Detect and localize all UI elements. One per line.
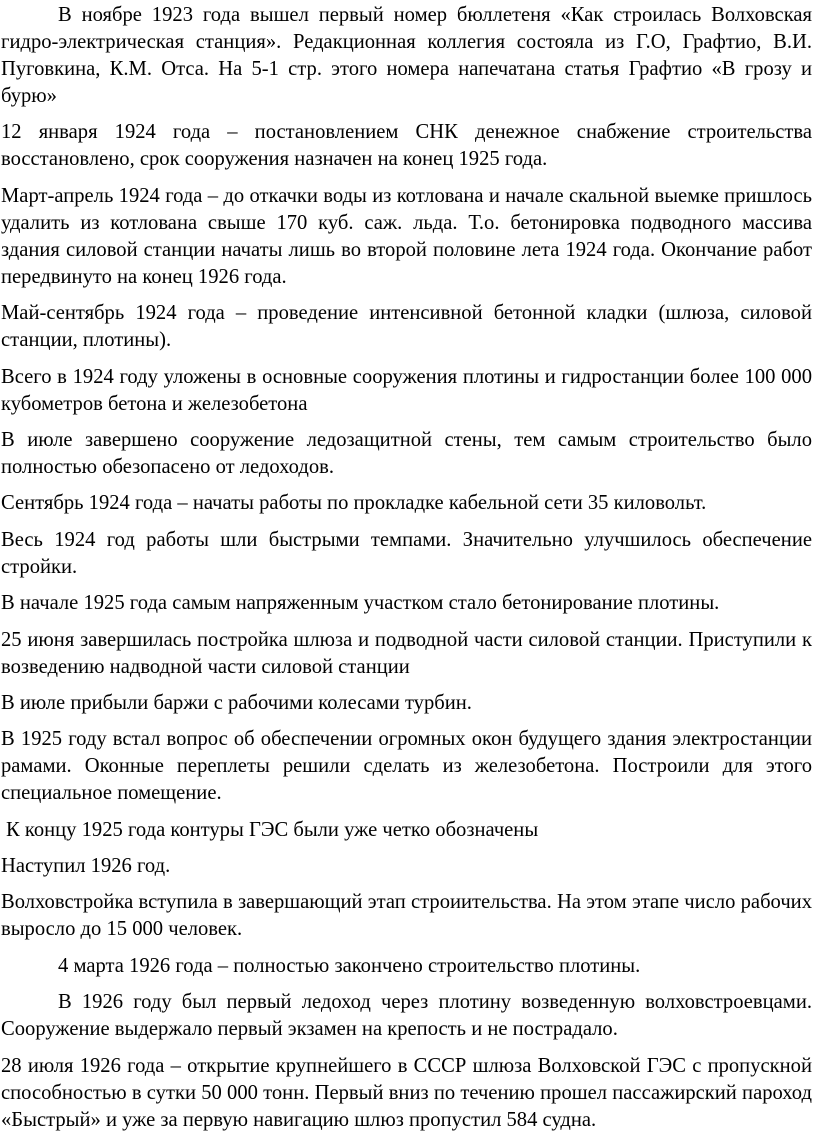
paragraph-whole-1924: Весь 1924 год работы шли быстрыми темпами. Значительно улучшилось обеспечение стройки. — [1, 528, 812, 578]
paragraph-ice-wall: В июле завершено сооружение ледозащитной стены, тем самым строительство было полностью обезопасено от ледоходов. — [1, 428, 812, 478]
paragraph-mar-1926-dam: 4 марта 1926 года – полностью закончено строительство плотины. — [58, 954, 641, 977]
paragraph-final-stage: Волховстройка вступила в завершающий этап строиительства. На этом этапе число рабочих выросло до 15 000 человек. — [1, 891, 812, 941]
paragraph-july-barges: В июле прибыли баржи с рабочими колесами турбин. — [1, 691, 472, 714]
paragraph-end-1925: К концу 1925 года контуры ГЭС были уже четко обозначены — [6, 818, 539, 841]
paragraph-may-sep-1924: Май-сентябрь 1924 года – проведение интенсивной бетонной кладки (шлюза, силовой станции, плотины). — [1, 302, 812, 352]
paragraph-1926-arrived: Наступил 1926 год. — [1, 855, 171, 878]
paragraph-jul-1926-lock: 28 июля 1926 года – открытие крупнейшего в СССР шлюза Волховской ГЭС с пропускной способностью в сутки 50 000 тонн. Первый вниз по течению прошел пассажирский пароход «Быстрый» и уже за первую навигацию шлюз пропустил 584 судна. — [1, 1054, 812, 1131]
paragraph-sep-1924-cable: Сентябрь 1924 года – начаты работы по прокладке кабельной сети 35 киловольт. — [1, 492, 707, 515]
paragraph-windows-1925: В 1925 году встал вопрос об обеспечении огромных окон будущего здания электростанции рамами. Оконные переплеты решили сделать из железобетона. Построили для этого специальное помещение. — [1, 728, 812, 805]
paragraph-mar-apr-1924: Март-апрель 1924 года – до откачки воды из котлована и начале скальной выемке пришлось удалить из котлована свыше 170 куб. саж. льда. Т.о. бетонировка подводного массива здания силовой станции начаты лишь во второй половине лета 1924 года. Окончание работ передвинуто на конец 1926 года. — [1, 184, 812, 288]
paragraph-jan-1924: 12 января 1924 года – постановлением СНК денежное снабжение строительства восстановлено, срок сооружения назначен на конец 1925 года. — [1, 121, 812, 171]
paragraph-early-1925: В начале 1925 года самым напряженным участком стало бетонирование плотины. — [1, 592, 720, 615]
paragraph-concrete-1924: Всего в 1924 году уложены в основные сооружения плотины и гидростанции более 100 000 кубометров бетона и железобетона — [1, 365, 812, 415]
paragraph-june-25: 25 июня завершилась постройка шлюза и подводной части силовой станции. Приступили к возведению надводной части силовой станции — [1, 628, 812, 678]
paragraph-first-ice-1926: В 1926 году был первый ледоход через плотину возведенную волховстроевцами. Сооружение выдержало первый экзамен на крепость и не пострадало. — [1, 991, 812, 1041]
paragraph-bulletin-1923: В ноябре 1923 года вышел первый номер бюллетеня «Как строилась Волховская гидро-электрическая станция». Редакционная коллегия состояла из Г.О, Графтио, В.И. Пуговкина, К.М. Отса. На 5-1 стр. этого номера напечатана статья Графтио «В грозу и бурю» — [1, 4, 812, 107]
